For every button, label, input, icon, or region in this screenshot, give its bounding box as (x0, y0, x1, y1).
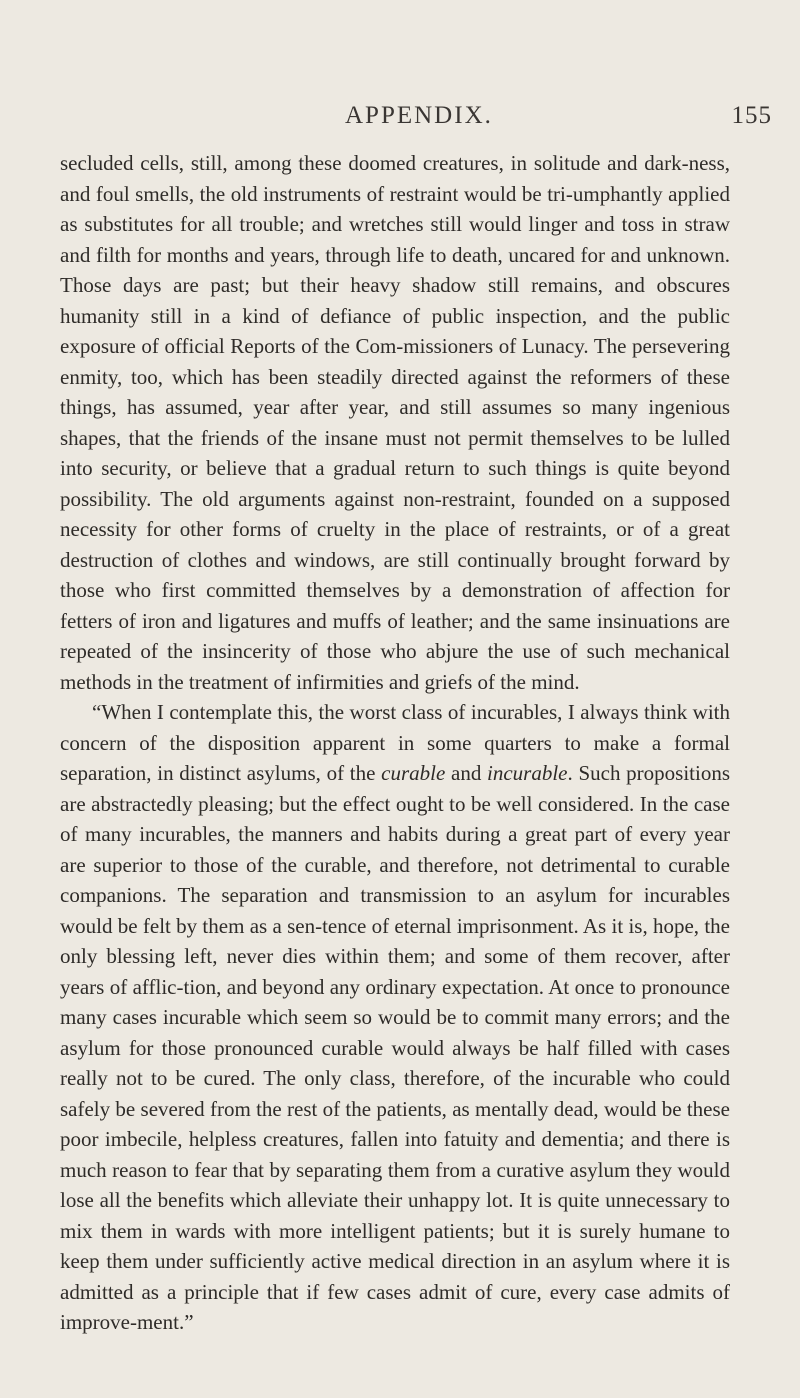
body-text (60, 148, 730, 1338)
running-head-title: APPENDIX. (345, 102, 493, 129)
paragraph-1-text: secluded cells, still, among these doomed creatures, in solitude and dark-ness, and foul smells, the old instruments of restraint would be tri-umphantly applied as substitutes for all trouble; and wretches still would linger and toss in straw and filth for months and years, through life to death, uncared for and unknown. Those days are past; but their heavy shadow still remains, and obscures humanity still in a kind of defiance of public inspection, and the public exposure of official Reports of the Com-missioners of Lunacy. The persevering enmity, too, which has been steadily directed against the reformers of these things, has assumed, year after year, and still assumes so many ingenious shapes, that the friends of the insane must not permit themselves to be lulled into security, or believe that a gradual return to such things is quite beyond possibility. The old arguments against non-restraint, founded on a supposed necessity for other forms of cruelty in the place of restraints, or of a great destruction of clothes and windows, are still continually brought forward by those who first committed themselves by a demonstration of affection for fetters of iron and ligatures and muffs of leather; and the same insinuations are repeated of the insincerity of those who abjure the use of such mechanical methods in the treatment of infirmities and griefs of the mind. (60, 151, 730, 694)
italic-word-incurable: incurable (487, 761, 568, 785)
running-head (60, 102, 800, 142)
italic-word-curable: curable (381, 761, 446, 785)
paragraph-quotation (60, 697, 730, 1338)
paragraph-2-text-part-2: and (445, 761, 488, 785)
paragraph-2-text-part-1: “When I contemplate this, the worst class of incurables, I always think with concern of the disposition apparent in some quarters to make a formal separation, in distinct asylums, of the (60, 700, 730, 785)
page-number: 155 (731, 102, 772, 129)
paragraph-continuation (60, 148, 730, 697)
paragraph-2-text-part-3: . Such propositions are abstractedly pleasing; but the effect ought to be well considered. In the case of many incurables, the manners and habits during a great part of every year are superior to those of the curable, and therefore, not detrimental to curable companions. The separation and transmission to an asylum for incurables would be felt by them as a sen-tence of eternal imprisonment. As it is, hope, the only blessing left, never dies within them; and some of them recover, after years of afflic-tion, and beyond any ordinary expectation. At once to pronounce many cases incurable which seem so would be to commit many errors; and the asylum for those pronounced curable would always be half filled with cases really not to be cured. The only class, therefore, of the incurable who could safely be severed from the rest of the patients, as mentally dead, would be these poor imbecile, helpless creatures, fallen into fatuity and dementia; and there is much reason to fear that by separating them from a curative asylum they would lose all the benefits which alleviate their unhappy lot. It is quite unnecessary to mix them in wards with more intelligent patients; but it is surely humane to keep them under sufficiently active medical direction in an asylum where it is admitted as a principle that if few cases admit of cure, every case admits of improve-ment.” (60, 761, 730, 1334)
